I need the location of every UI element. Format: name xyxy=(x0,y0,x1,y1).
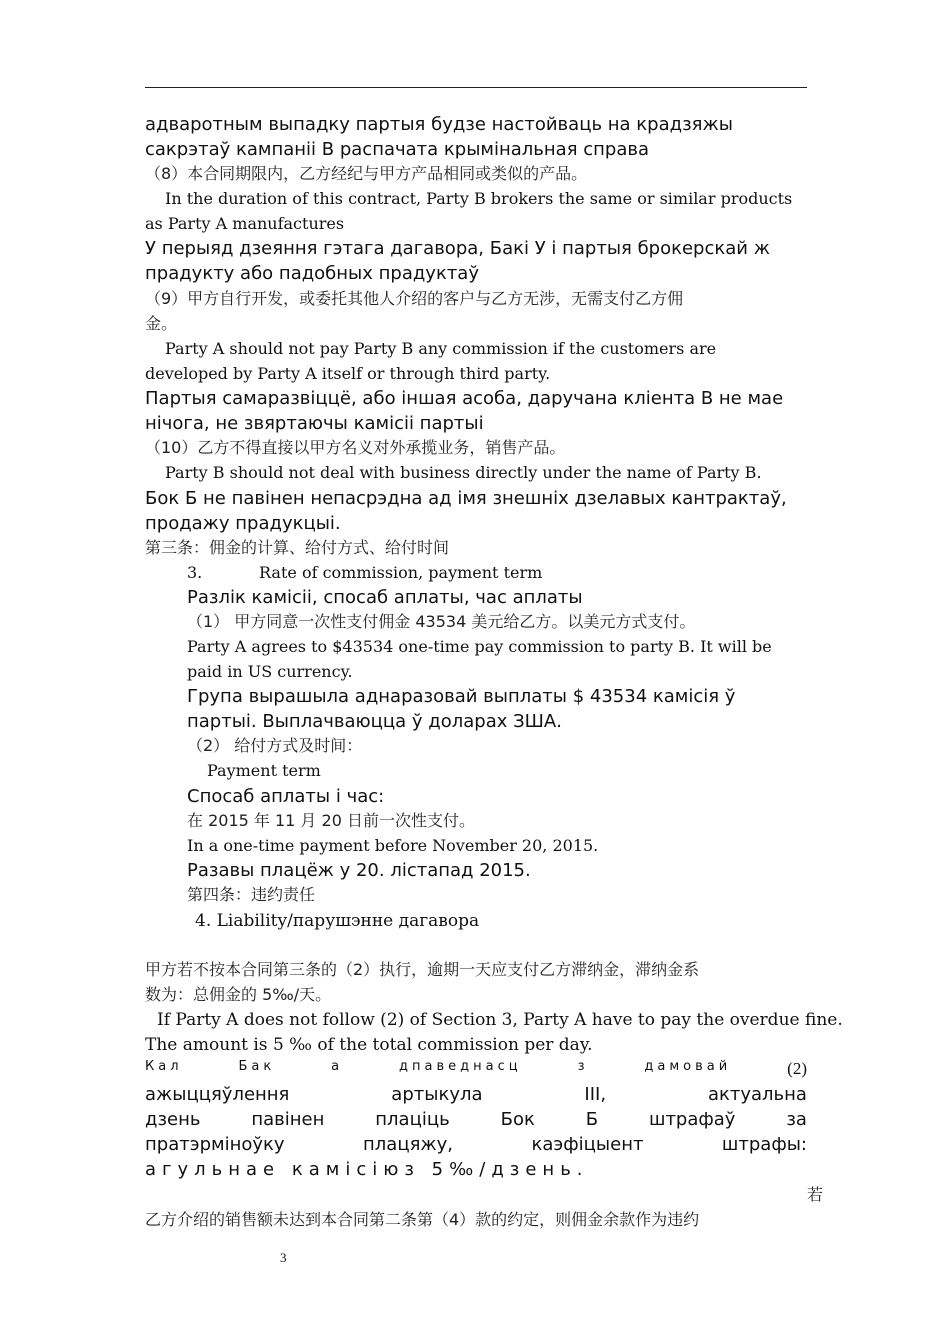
word: а xyxy=(331,1059,344,1074)
text-line: Група вырашыла аднаразовай выплаты $ 43534 камісія ў xyxy=(187,686,736,707)
text-line: 在 2015 年 11 月 20 日前一次性支付。 xyxy=(187,811,475,830)
text-line: нічога, не звяртаючы камісіі партыі xyxy=(145,413,484,434)
text-line: 若 xyxy=(807,1185,824,1204)
word: плаціць xyxy=(375,1109,450,1130)
text-line: Спосаб аплаты і час: xyxy=(187,786,385,807)
text-line: （1） 甲方同意一次性支付佣金 43534 美元给乙方。以美元方式支付。 xyxy=(187,612,696,631)
text-line: продажу прадукцыі. xyxy=(145,513,341,534)
word: артыкула xyxy=(391,1084,483,1105)
text-line: （9）甲方自行开发，或委托其他人介绍的客户与乙方无涉，无需支付乙方佣 xyxy=(145,289,684,308)
text-line: агульнае камісіюз 5‰/дзень. xyxy=(145,1159,589,1180)
text-line: In the duration of this contract, Party B brokers the same or similar products xyxy=(165,189,793,208)
section-heading: 第四条：违约责任 xyxy=(187,885,316,904)
page-number: 3 xyxy=(280,1250,287,1265)
word: пратэрміноўку xyxy=(145,1134,285,1155)
text-line: Party A agrees to $43534 one-time pay commission to party B. It will be xyxy=(187,637,772,656)
word: актуальна xyxy=(707,1084,807,1105)
text-line: 甲方若不按本合同第三条的（2）执行，逾期一天应支付乙方滞纳金，滞纳金系 xyxy=(145,960,700,979)
text-line: developed by Party A itself or through third party. xyxy=(145,364,551,383)
section-number: 3. xyxy=(187,563,203,582)
text-line: as Party A manufactures xyxy=(145,214,345,233)
word: павінен xyxy=(251,1109,325,1130)
text-line: партыі. Выплачваюцца ў доларах ЗША. xyxy=(187,711,562,732)
word: дзень xyxy=(145,1109,201,1130)
word: Кал xyxy=(145,1059,183,1074)
word: Б xyxy=(585,1109,599,1130)
text-line: Party A should not pay Party B any commission if the customers are xyxy=(165,339,717,358)
justified-line xyxy=(145,1134,807,1156)
header-rule xyxy=(145,87,807,88)
justified-line xyxy=(145,1059,807,1079)
text-line: прадукту або падобных прадуктаў xyxy=(145,263,479,284)
word: з xyxy=(577,1059,589,1074)
word: штрафаў xyxy=(648,1109,736,1130)
text-line: Разлік камісіі, спосаб аплаты, час аплаты xyxy=(187,587,583,608)
text-line: （8）本合同期限内，乙方经纪与甲方产品相同或类似的产品。 xyxy=(145,164,588,183)
word: Бок xyxy=(500,1109,535,1130)
text-line: Бок Б не павінен непасрэдна ад імя знешніх дзелавых кантрактаў, xyxy=(145,488,787,509)
text-line: Party B should not deal with business directly under the name of Party B. xyxy=(165,463,762,482)
text-line: If Party A does not follow (2) of Section 3, Party A have to pay the overdue fine. xyxy=(157,1010,843,1030)
text-line: Payment term xyxy=(207,761,321,780)
text-line: 数为：总佣金的 5‰/天。 xyxy=(145,985,332,1004)
text-line: Разавы плацёж у 20. лістапад 2015. xyxy=(187,860,531,881)
text-line: адваротным выпадку партыя будзе настойваць на крадзяжы xyxy=(145,114,733,135)
text-line: У перыяд дзеяння гэтага дагавора, Бакі У і партыя брокерскай ж xyxy=(145,238,770,259)
text-line: сакрэтаў кампаніі B распачата крымінальная справа xyxy=(145,139,649,160)
text-line: 金。 xyxy=(145,314,178,333)
section-title: Rate of commission, payment term xyxy=(259,563,543,582)
word: штрафы: xyxy=(721,1134,807,1155)
word: дпаведнасц xyxy=(399,1059,522,1074)
text-line: （10）乙方不得直接以甲方名义对外承揽业务，销售产品。 xyxy=(145,438,566,457)
text-line: Партыя самаразвіццё, або іншая асоба, даручана кліента B не мае xyxy=(145,388,784,409)
section-heading: 第三条：佣金的计算、给付方式、给付时间 xyxy=(145,538,450,557)
text-line: The amount is 5 ‰ of the total commission per day. xyxy=(145,1035,593,1055)
text-line: In a one-time payment before November 20, 2015. xyxy=(187,836,599,855)
word: (2) xyxy=(787,1059,807,1078)
text-line: 乙方介绍的销售额未达到本合同第二条第（4）款的约定，则佣金余款作为违约 xyxy=(145,1210,700,1229)
justified-line xyxy=(145,1084,807,1106)
word: Бак xyxy=(238,1059,276,1074)
text-line: （2） 给付方式及时间： xyxy=(187,736,363,755)
word: каэфіцыент xyxy=(531,1134,644,1155)
word: за xyxy=(786,1109,807,1130)
word: III, xyxy=(584,1084,607,1105)
justified-line xyxy=(145,1109,807,1131)
section-title: 4. Liability/парушэнне дагавора xyxy=(195,911,480,931)
text-line: paid in US currency. xyxy=(187,662,353,681)
word: плацяжу, xyxy=(363,1134,454,1155)
word: ажыццяўлення xyxy=(145,1084,290,1105)
word: дамовай xyxy=(644,1059,732,1074)
